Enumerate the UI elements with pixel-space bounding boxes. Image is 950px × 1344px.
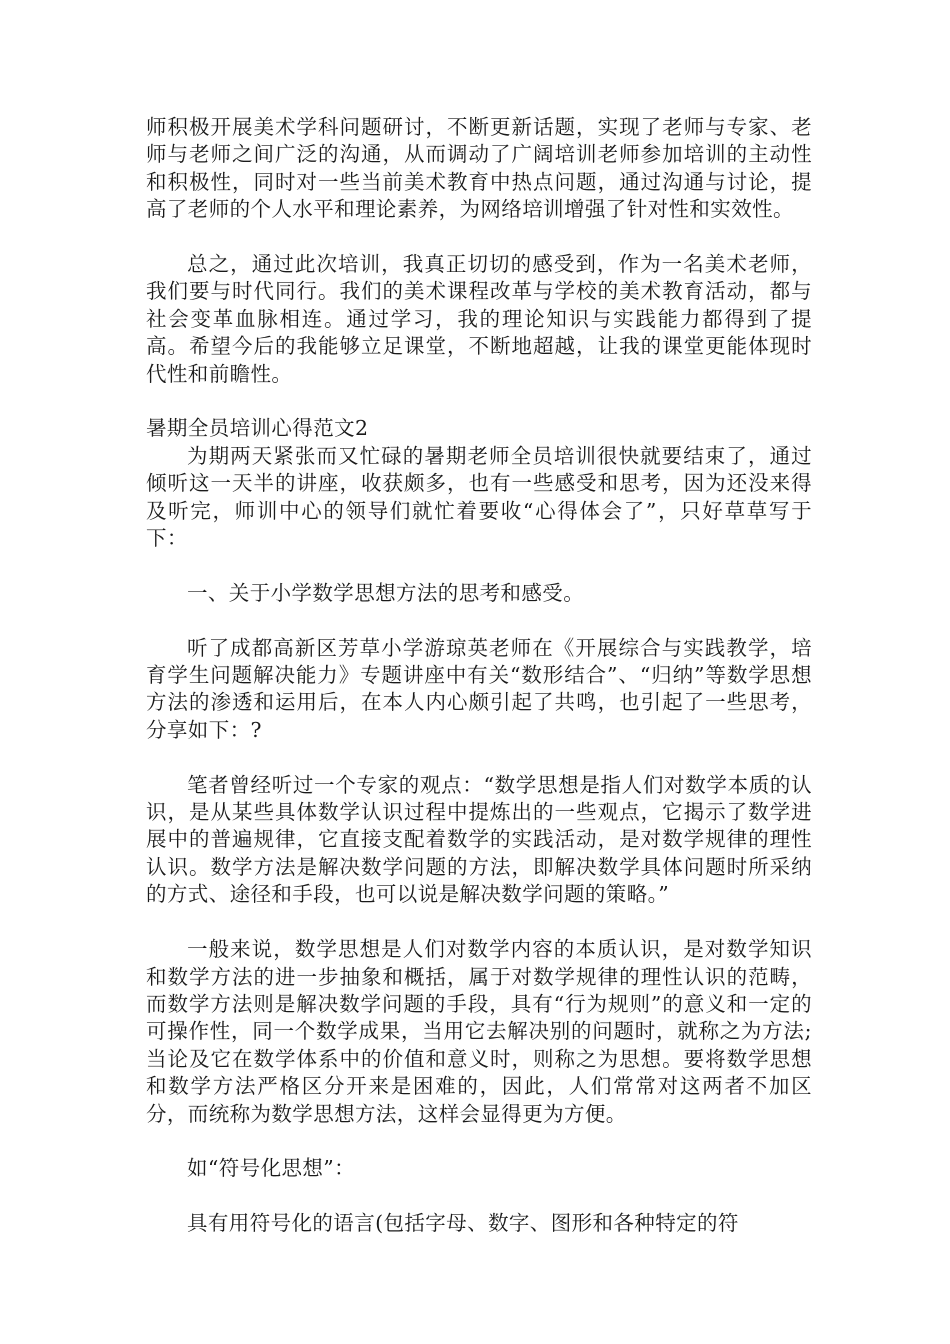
paragraph-symbol-description: 具有用符号化的语言(包括字母、数字、图形和各种特定的符 [187,1211,739,1236]
section-heading: 暑期全员培训心得范文2 [146,416,369,441]
paragraph-general: 一般来说，数学思想是人们对数学内容的本质认识，是对数学知识和数学方法的进一步抽象和概括，属于对数学规律的理性认识的范畴，而数学方法则是解决数学问题的手段，具有“行为规则”的意义和一定的可操作性，同一个数学成果，当用它去解决别的问题时，就称之为方法;当论及它在数学体系中的价值和意义时，则称之为思想。要将数学思想和数学方法严格区分开来是困难的，因此，人们常常对这两者不加区分，而统称为数学思想方法，这样会显得更为方便。 [146,937,812,1126]
paragraph-conclusion: 总之，通过此次培训，我真正切切的感受到，作为一名美术老师，我们要与时代同行。我们的美术课程改革与学校的美术教育活动，都与社会变革血脉相连。通过学习，我的理论知识与实践能力都得到了提高。希望今后的我能够立足课堂，不断地超越，让我的课堂更能体现时代性和前瞻性。 [146,252,812,386]
paragraph-continued: 师积极开展美术学科问题研讨，不断更新话题，实现了老师与专家、老师与老师之间广泛的沟通，从而调动了广阔培训老师参加培训的主动性和积极性，同时对一些当前美术教育中热点问题，通过沟通与讨论，提高了老师的个人水平和理论素养，为网络培训增强了针对性和实效性。 [146,115,812,222]
document-body [146,114,812,1238]
paragraph-lecture: 听了成都高新区芳草小学游琼英老师在《开展综合与实践教学，培育学生问题解决能力》专题讲座中有关“数形结合”、“归纳”等数学思想方法的渗透和运用后，在本人内心颇引起了共鸣，也引起了一些思考，分享如下：? [146,635,812,742]
paragraph-subheading: 一、关于小学数学思想方法的思考和感受。 [187,580,585,605]
paragraph-symbol-example: 如“符号化思想”： [187,1156,356,1181]
paragraph-expert-view: 笔者曾经听过一个专家的观点：“数学思想是指人们对数学本质的认识，是从某些具体数学认识过程中提炼出的一些观点，它揭示了数学进展中的普遍规律，它直接支配着数学的实践活动，是对数学规律的理性认识。数学方法是解决数学问题的方法，即解决数学具体问题时所采纳的方式、途径和手段，也可以说是解决数学问题的策略。” [146,772,812,907]
paragraph-intro: 为期两天紧张而又忙碌的暑期老师全员培训很快就要结束了，通过倾听这一天半的讲座，收获颇多，也有一些感受和思考，因为还没来得及听完，师训中心的领导们就忙着要收“心得体会了”，只好草草写于下： [146,443,812,551]
